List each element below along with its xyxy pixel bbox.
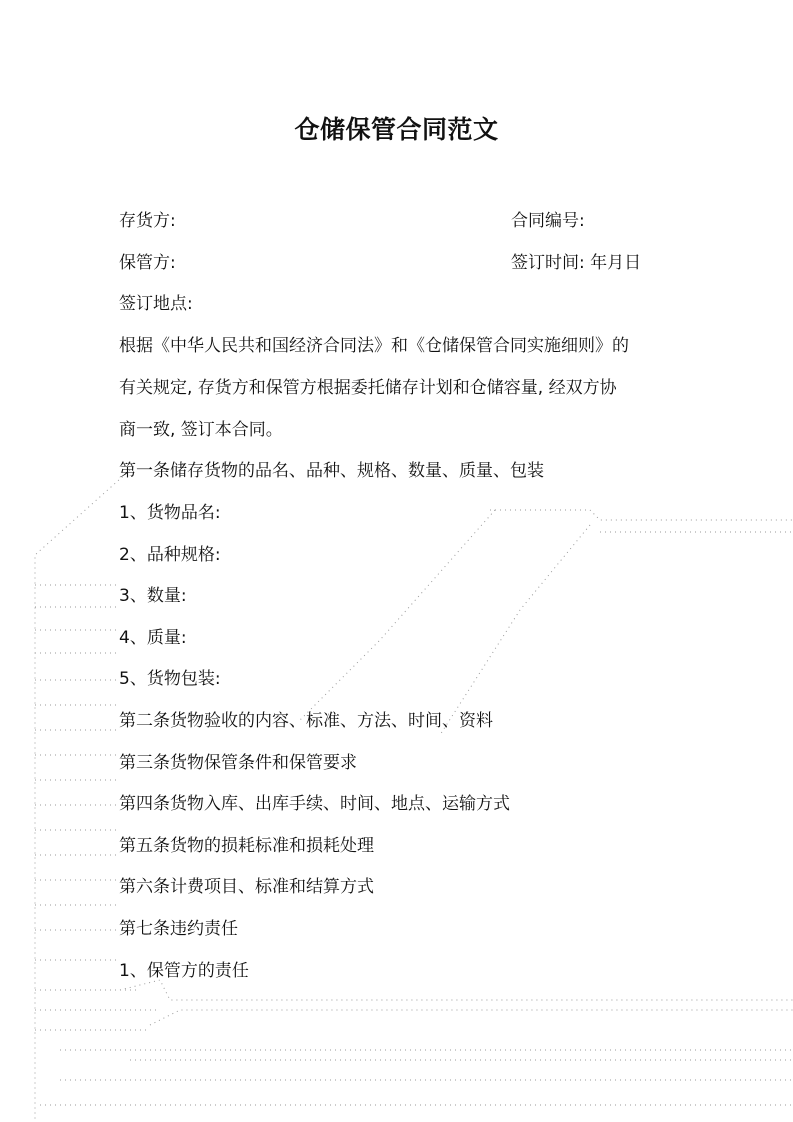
- clause-3-heading: 第三条货物保管条件和保管要求: [119, 753, 357, 773]
- signing-place-field: 签订地点:: [119, 294, 193, 314]
- document-title: 仓储保管合同范文: [294, 115, 499, 144]
- clause-1-heading: 第一条储存货物的品名、品种、规格、数量、质量、包装: [119, 461, 544, 481]
- clause-2-heading: 第二条货物验收的内容、标准、方法、时间、资料: [119, 711, 493, 731]
- clause-4-heading: 第四条货物入库、出库手续、时间、地点、运输方式: [119, 794, 510, 814]
- clause-item-custodian-liability: 1、保管方的责任: [119, 961, 249, 981]
- intro-paragraph-line: 商一致, 签订本合同。: [119, 420, 283, 440]
- contract-number-field: 合同编号:: [511, 211, 585, 231]
- clause-6-heading: 第六条计费项目、标准和结算方式: [119, 877, 374, 897]
- clause-item-goods-name: 1、货物品名:: [119, 503, 221, 523]
- signing-time-field: 签订时间: 年月日: [511, 253, 642, 273]
- clause-item-variety-spec: 2、品种规格:: [119, 545, 221, 565]
- intro-paragraph-line: 根据《中华人民共和国经济合同法》和《仓储保管合同实施细则》的: [119, 336, 629, 356]
- clause-item-packaging: 5、货物包装:: [119, 669, 221, 689]
- clause-item-quantity: 3、数量:: [119, 586, 187, 606]
- intro-paragraph-line: 有关规定, 存货方和保管方根据委托储存计划和仓储容量, 经双方协: [119, 378, 617, 398]
- clause-7-heading: 第七条违约责任: [119, 919, 238, 939]
- custodian-field: 保管方:: [119, 253, 176, 273]
- clause-item-quality: 4、质量:: [119, 628, 187, 648]
- clause-5-heading: 第五条货物的损耗标准和损耗处理: [119, 836, 374, 856]
- depositor-field: 存货方:: [119, 211, 176, 231]
